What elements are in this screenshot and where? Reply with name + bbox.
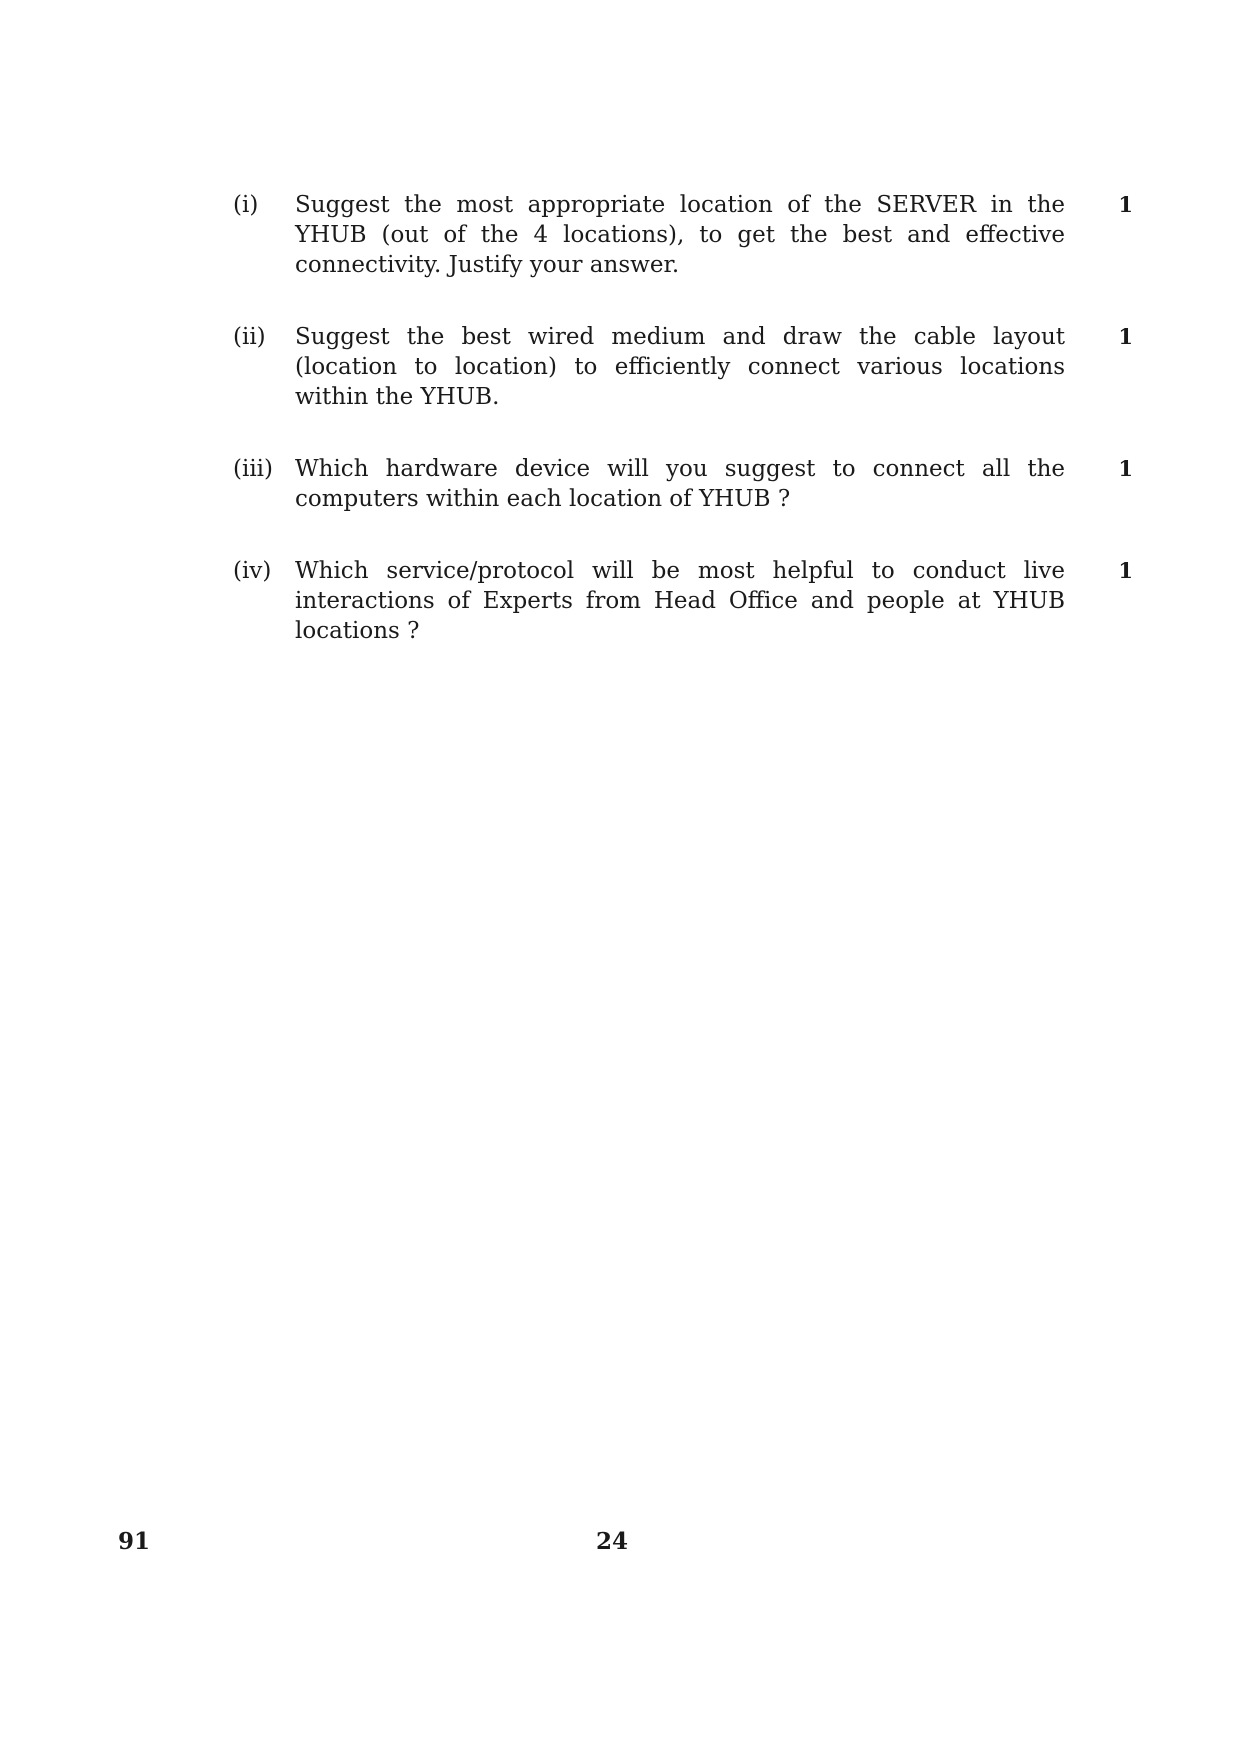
- question-number: (i): [233, 192, 259, 218]
- paper-code: 91: [118, 1528, 151, 1555]
- question-number: (iv): [233, 558, 272, 584]
- question-item: [233, 190, 1133, 280]
- question-number: (iii): [233, 456, 274, 482]
- question-text: Which hardware device will you suggest to connect all the computers within each location of YHUB ?: [295, 456, 1065, 512]
- question-item: [233, 454, 1133, 514]
- page-number: 24: [596, 1528, 629, 1555]
- question-number: (ii): [233, 324, 266, 350]
- question-marks: 1: [1118, 324, 1133, 349]
- question-text: Suggest the most appropriate location of the SERVER in the YHUB (out of the 4 locations), to get the best and effective connectivity. Justify your answer.: [295, 192, 1065, 278]
- question-list: [233, 190, 1133, 688]
- question-item: [233, 556, 1133, 646]
- question-item: [233, 322, 1133, 412]
- question-text: Suggest the best wired medium and draw the cable layout (location to location) to efficiently connect various locations within the YHUB.: [295, 324, 1065, 410]
- question-text: Which service/protocol will be most helpful to conduct live interactions of Experts from Head Office and people at YHUB locations ?: [295, 558, 1065, 644]
- question-marks: 1: [1118, 192, 1133, 217]
- question-marks: 1: [1118, 456, 1133, 481]
- question-marks: 1: [1118, 558, 1133, 583]
